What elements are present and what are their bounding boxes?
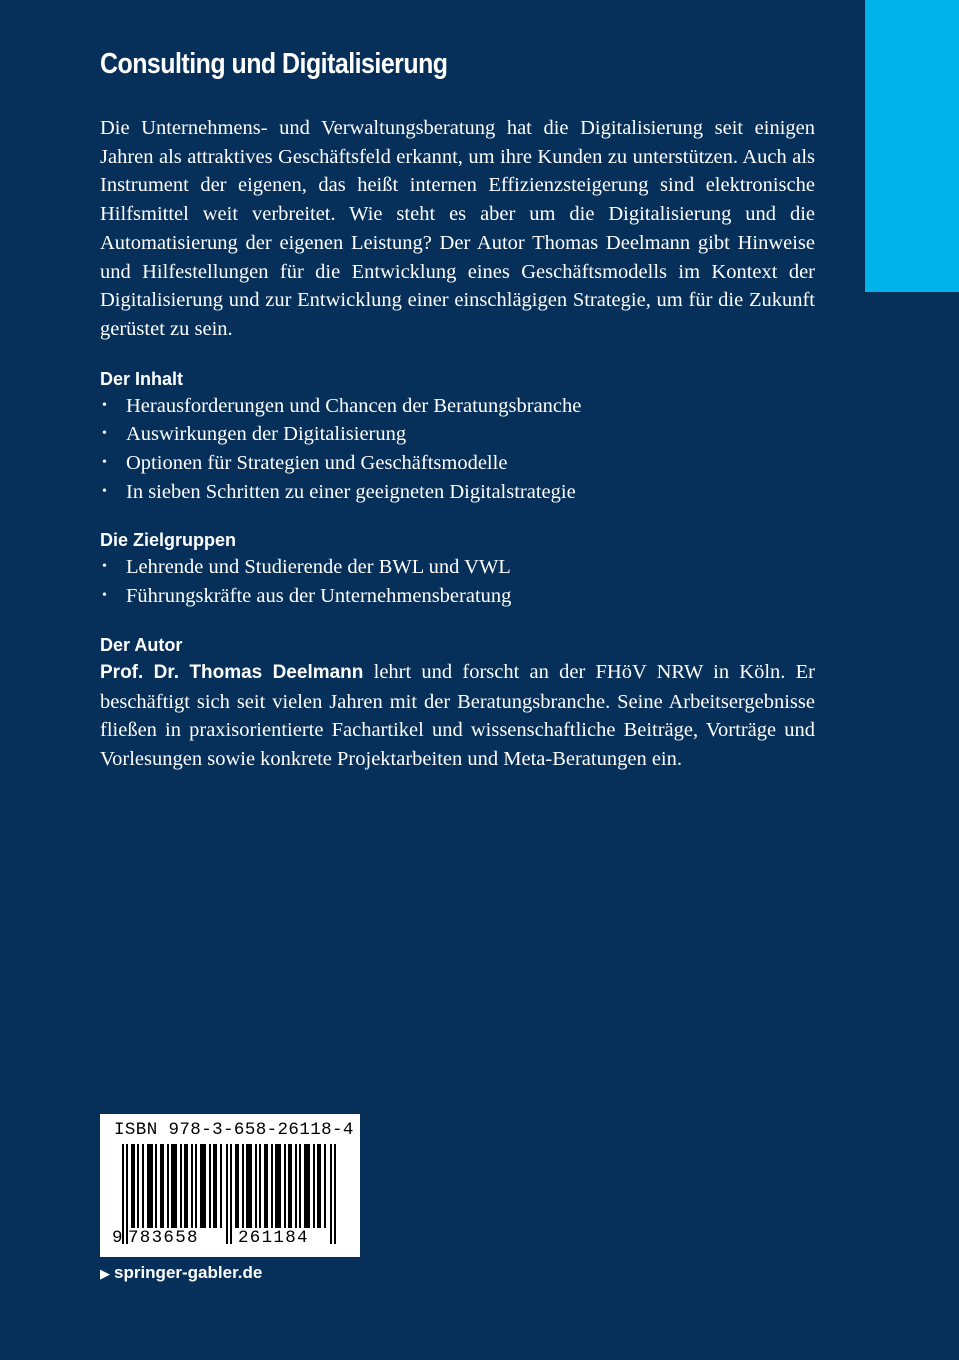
bullet-icon: • [102,455,107,471]
ean-digits-left: 783658 [128,1228,199,1248]
back-cover-text [100,44,815,774]
target-group-heading: Die Zielgruppen [100,530,237,551]
bullet-icon: • [102,559,107,575]
list-item: • Auswirkungen der Digitalisierung [100,420,815,449]
content-heading: Der Inhalt [100,368,184,389]
author-heading: Der Autor [100,634,183,655]
content-list [100,392,815,507]
author-name: Prof. Dr. Thomas Deelmann [100,661,364,683]
bullet-icon: • [102,397,107,413]
bullet-icon: • [102,588,107,604]
bullet-icon: • [102,426,107,442]
list-item: • Herausforderungen und Chancen der Beratungsbranche [100,392,815,421]
list-item: • Führungskräfte aus der Unternehmensberatung [100,582,815,611]
publisher-link[interactable] [100,1262,262,1285]
page-title: Consulting und Digitalisierung [100,48,448,80]
accent-bar [865,0,959,292]
author-bio: lehrt und forscht an der FHöV NRW in Köln. Er beschäftigt sich seit vielen Jahren mit der Beratungsbranche. Seine Arbeitsergebnisse fließen in praxisorientierte Fachartikel und wissenschaftliche Beiträge, Vorträge und Vorlesungen sowie konkrete Projektarbeiten und Meta-Beratungen ein. [100,660,815,770]
intro-paragraph: Die Unternehmens- und Verwaltungsberatung hat die Digitalisierung seit einigen Jahren als attraktives Geschäftsfeld erkannt, um ihre Kunden zu unterstützen. Auch als Instrument der eigenen, das heißt internen Effizienzsteigerung sind elektronische Hilfsmittel weit verbreitet. Wie steht es aber um die Digitalisierung und die Automatisierung der eigenen Leistung? Der Autor Thomas Deelmann gibt Hinweise und Hilfestellungen für die Entwicklung eines Geschäftsmodells im Kontext der Digitalisierung und zur Entwicklung einer einschlägigen Strategie, um für die Zukunft gerüstet zu sein. [100,117,815,340]
ean-digits-right: 261184 [238,1228,309,1248]
publisher-url: springer-gabler.de [114,1263,263,1282]
isbn-label: ISBN 978-3-658-26118-4 [114,1120,354,1140]
arrow-right-icon: ▶ [100,1266,110,1281]
isbn-barcode [100,1114,360,1257]
list-item: • Lehrende und Studierende der BWL und VWL [100,553,815,582]
author-paragraph [100,658,815,774]
target-group-list [100,553,815,610]
list-item: • In sieben Schritten zu einer geeigneten Digitalstrategie [100,478,815,507]
ean-digit-first: 9 [112,1228,123,1248]
bullet-icon: • [102,483,107,499]
list-item: • Optionen für Strategien und Geschäftsmodelle [100,449,815,478]
